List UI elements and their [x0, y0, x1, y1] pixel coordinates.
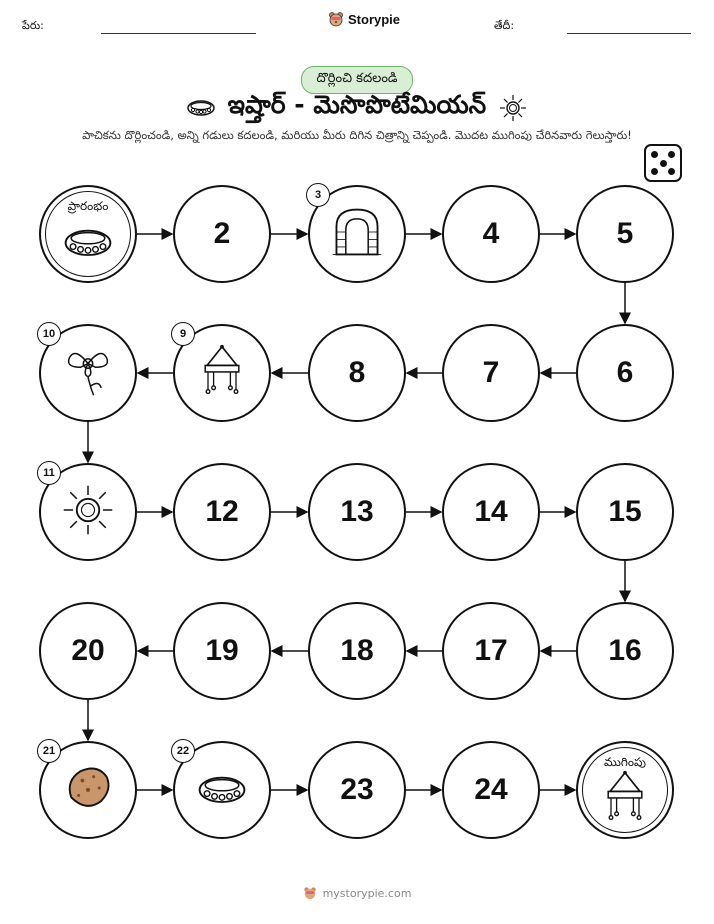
name-label: పేరు: — [22, 19, 44, 32]
finish-label: ముగింపు — [604, 755, 646, 769]
cell-number: 7 — [482, 356, 500, 389]
instructions: పాచికను దొర్లించండి, అన్ని గడులు కదలండి, మరియు మీరు దిగిన చిత్రాన్ని చెప్పండి. మొదట ముగింపు చేరినవారు గెలుస్తారు! — [82, 128, 632, 142]
cell-number: 6 — [616, 356, 634, 389]
board-cell-4 — [442, 185, 540, 283]
headdress-icon — [194, 343, 250, 403]
roll-and-move-badge: దొర్లించి కదలండి — [301, 66, 413, 94]
board-cell-5 — [576, 185, 674, 283]
cell-number: 17 — [474, 634, 508, 667]
board-cell-23 — [308, 741, 406, 839]
board-cell-22 — [173, 741, 271, 839]
gate-icon — [329, 204, 385, 264]
cell-number: 18 — [340, 634, 374, 667]
board-cell-15 — [576, 463, 674, 561]
board-cell-13 — [308, 463, 406, 561]
flower-icon — [60, 343, 116, 403]
finish-cell — [576, 741, 674, 839]
cell-number: 14 — [474, 495, 508, 528]
cell-number: 23 — [340, 773, 374, 806]
board-cell-12 — [173, 463, 271, 561]
footer — [0, 886, 714, 900]
stone-icon — [60, 760, 116, 820]
board-cell-9 — [173, 324, 271, 422]
cell-number: 13 — [340, 495, 374, 528]
start-label: ప్రారంభం — [67, 199, 109, 213]
board-cell-8 — [308, 324, 406, 422]
board-cell-3 — [308, 185, 406, 283]
cell-number: 8 — [348, 356, 366, 389]
footer-site: mystorypie.com — [322, 886, 412, 900]
sun-icon — [60, 482, 116, 542]
cell-number: 4 — [482, 217, 500, 250]
board-cell-6 — [576, 324, 674, 422]
title-text: ఇష్తార్ - మెసొపొటేమియన్ — [227, 90, 487, 119]
cell-number: 19 — [205, 634, 239, 667]
ring-icon — [194, 760, 250, 820]
cell-number: 15 — [608, 495, 642, 528]
board-cell-18 — [308, 602, 406, 700]
cell-number: 12 — [205, 495, 239, 528]
brand-name: Storypie — [348, 11, 401, 27]
board-cell-10 — [39, 324, 137, 422]
board-cell-20 — [39, 602, 137, 700]
cell-number: 24 — [474, 773, 508, 806]
board-cell-7 — [442, 324, 540, 422]
cell-number-badge: 9 — [171, 322, 195, 346]
board-cell-16 — [576, 602, 674, 700]
bear-icon — [303, 886, 317, 900]
date-label: తేదీ: — [494, 19, 515, 32]
board-cell-2 — [173, 185, 271, 283]
cell-number-badge: 11 — [37, 461, 61, 485]
cell-number-badge: 22 — [171, 739, 195, 763]
board-cell-14 — [442, 463, 540, 561]
board-cell-24 — [442, 741, 540, 839]
cell-number: 20 — [71, 634, 105, 667]
board-cell-19 — [173, 602, 271, 700]
cell-number-badge: 3 — [306, 183, 330, 207]
board-cell-17 — [442, 602, 540, 700]
cell-number-badge: 21 — [37, 739, 61, 763]
start-cell — [39, 185, 137, 283]
board-cell-11 — [39, 463, 137, 561]
board-cell-21 — [39, 741, 137, 839]
cell-number: 16 — [608, 634, 642, 667]
cell-number: 2 — [213, 217, 231, 250]
cell-number-badge: 10 — [37, 322, 61, 346]
cell-number: 5 — [616, 217, 634, 250]
